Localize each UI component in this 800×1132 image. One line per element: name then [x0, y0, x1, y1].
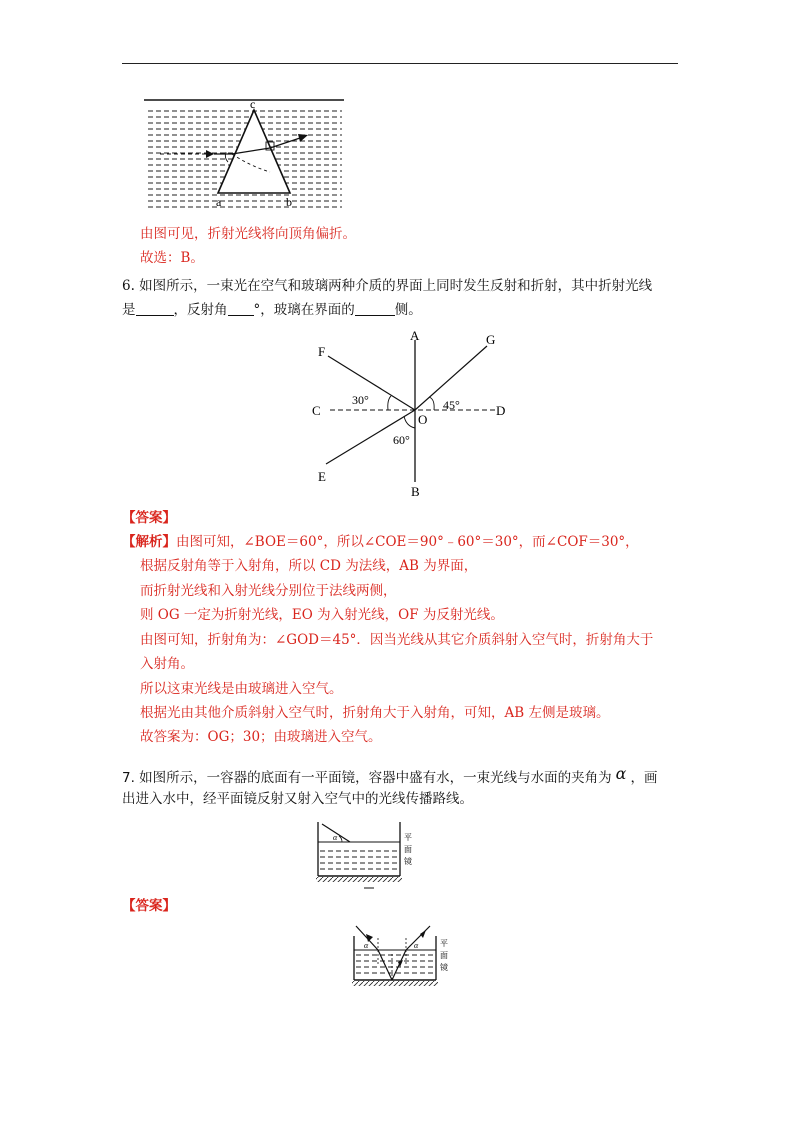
arc-60 [404, 416, 415, 428]
q6-stem-text-b: ，反射角 [173, 302, 228, 318]
q7-stem-text-b: ，画 [630, 770, 658, 786]
q6-analysis-text-0: 由图可知，∠BOE＝60°，所以∠COE＝90°﹣60°＝30°，而∠COF＝30°， [176, 534, 639, 550]
q7-answer-label: 【答案】 [122, 898, 176, 914]
ray-of [328, 356, 415, 410]
prism-figure [140, 96, 350, 214]
label-b: b [286, 195, 292, 209]
q7-fig-alpha: α [333, 833, 338, 842]
q6-analysis-line-8: 故答案为：OG；30；由玻璃进入空气。 [140, 729, 382, 745]
label-C: C [312, 403, 321, 418]
label-D: D [496, 403, 506, 418]
q7-container-figure [312, 818, 422, 890]
angle-30-label: 30° [352, 393, 369, 407]
q6-analysis-line-7: 根据光由其他介质斜射入空气时，折射角大于入射角，可知，AB 左侧是玻璃。 [140, 705, 610, 721]
label-B: B [411, 484, 420, 499]
q7-answer-figure [348, 922, 462, 992]
q6-answer-label: 【答案】 [122, 510, 176, 526]
q5-answer: 故选：B。 [140, 250, 204, 266]
q6-analysis-line-5: 入射角。 [140, 656, 194, 672]
q6-stem-line1: 6. 如图所示，一束光在空气和玻璃两种介质的界面上同时发生反射和折射，其中折射光线 [122, 278, 653, 294]
header-rule [122, 63, 678, 64]
q6-stem-text-a: 是 [122, 302, 136, 318]
q7-stem-line2: 出进入水中，经平面镜反射又射入空气中的光线传播路线。 [122, 791, 473, 807]
q6-blank-side[interactable] [355, 301, 395, 316]
q6-stem-line2 [122, 300, 422, 320]
angle-45-label: 45° [443, 398, 460, 412]
q5-explanation: 由图可见，折射光线将向顶角偏折。 [140, 226, 356, 242]
label-E: E [318, 469, 326, 484]
q6-analysis-line-2: 而折射光线和入射光线分别位于法线两侧， [140, 583, 397, 599]
q6-blank-refracted[interactable] [136, 301, 174, 316]
q7-stem-line1 [122, 764, 657, 788]
q6-stem-text-c: °，玻璃在界面的 [253, 302, 355, 318]
q7-alpha-symbol: α [615, 764, 627, 783]
label-F: F [318, 344, 326, 359]
q6-analysis-line-6: 所以这束光线是由玻璃进入空气。 [140, 681, 343, 697]
ans-alpha-right: α [414, 941, 419, 950]
ans-arrow-3-icon [420, 930, 426, 938]
ans-alpha-left: α [364, 941, 369, 950]
q6-analysis-line-0 [122, 532, 639, 552]
q6-analysis-line-4: 由图可知，折射角为：∠GOD＝45°．因当光线从其它介质斜射入空气时，折射角大于 [140, 632, 654, 648]
q6-blank-angle[interactable] [228, 301, 254, 316]
water-hatch [320, 846, 398, 874]
label-G: G [486, 332, 496, 347]
q6-analysis-line-3: 则 OG 一定为折射光线，EO 为入射光线，OF 为反射光线。 [140, 607, 504, 623]
q7-stem-text-a: 7. 如图所示，一容器的底面有一平面镜，容器中盛有水，一束光线与水面的夹角为 [122, 770, 612, 786]
q6-analysis-line-1: 根据反射角等于入射角，所以 CD 为法线，AB 为界面， [140, 558, 478, 574]
arc-30 [388, 396, 391, 410]
arc-45 [429, 397, 434, 410]
angle-60-label: 60° [393, 433, 410, 447]
q7-answer-mirror-label: 平面镜 [440, 939, 448, 972]
ans-mirror-hatch [352, 981, 438, 986]
q6-analysis-label: 【解析】 [122, 534, 176, 550]
label-c: c [250, 97, 256, 111]
q6-optics-figure [300, 326, 530, 502]
q7-mirror-label: 平面镜 [404, 833, 412, 866]
label-O: O [418, 412, 428, 427]
label-A: A [410, 328, 420, 343]
q6-stem-text-d: 侧。 [394, 302, 422, 318]
label-a: a [216, 195, 222, 209]
mirror-hatch [316, 877, 402, 882]
